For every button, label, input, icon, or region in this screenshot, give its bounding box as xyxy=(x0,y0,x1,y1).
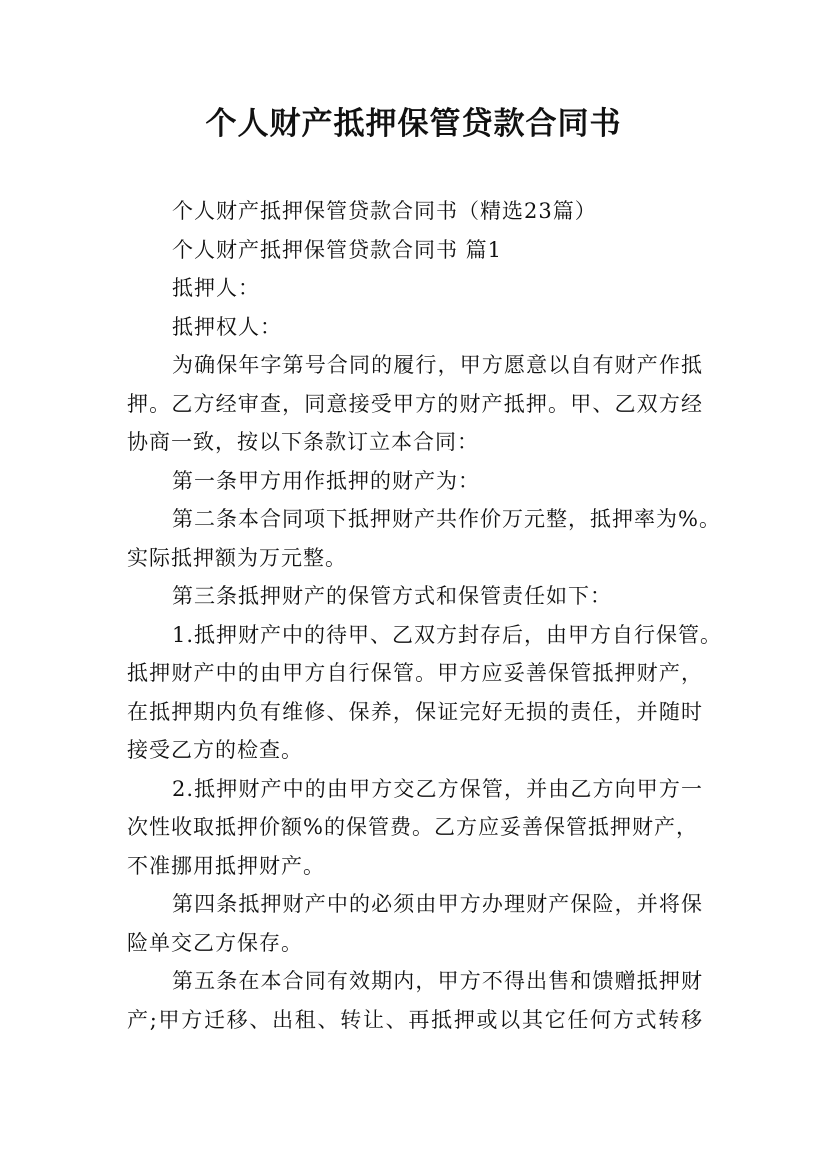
paragraph-line: 为确保年字第号合同的履行，甲方愿意以自有财产作抵 xyxy=(172,353,703,377)
paragraph-mortgagor xyxy=(127,269,703,308)
document-body xyxy=(127,192,723,1039)
paragraph-line: 2.抵押财产中的由甲方交乙方保管，并由乙方向甲方一 xyxy=(172,776,703,801)
paragraph-mortgagee xyxy=(127,308,703,347)
paragraph-line: 个人财产抵押保管贷款合同书（精选23篇） xyxy=(172,199,597,223)
paragraph-line: 险单交乙方保存。 xyxy=(127,930,303,955)
paragraph-section-heading xyxy=(127,231,703,270)
paragraph-line: 抵押权人： xyxy=(172,314,282,339)
paragraph-line: 不准挪用抵押财产。 xyxy=(127,853,325,878)
paragraph-article-5 xyxy=(127,962,703,1039)
paragraph-line: 1.抵押财产中的待甲、乙双方封存后，由甲方自行保管。 xyxy=(172,622,723,647)
paragraph-line: 产;甲方迁移、出租、转让、再抵押或以其它任何方式转移 xyxy=(127,1007,703,1032)
paragraph-line: 第二条本合同项下抵押财产共作价万元整，抵押率为%。 xyxy=(172,507,721,531)
paragraph-clause-2 xyxy=(127,770,703,886)
paragraph-line: 抵押人： xyxy=(172,276,260,300)
paragraph-line: 次性收取抵押价额%的保管费。乙方应妥善保管抵押财产， xyxy=(127,815,698,839)
paragraph-line: 接受乙方的检查。 xyxy=(127,738,303,762)
paragraph-clause-1 xyxy=(127,616,723,770)
paragraph-line: 个人财产抵押保管贷款合同书 篇1 xyxy=(172,237,503,262)
paragraph-article-1 xyxy=(127,462,703,501)
paragraph-preamble xyxy=(127,346,703,462)
paragraph-line: 第五条在本合同有效期内，甲方不得出售和馈赠抵押财 xyxy=(172,969,703,993)
paragraph-line: 协商一致，按以下条款订立本合同： xyxy=(127,430,479,454)
paragraph-subtitle xyxy=(127,192,703,231)
paragraph-article-4 xyxy=(127,885,703,962)
paragraph-line: 第三条抵押财产的保管方式和保管责任如下： xyxy=(172,584,612,608)
paragraph-line: 实际抵押额为万元整。 xyxy=(127,545,347,570)
paragraph-line: 第一条甲方用作抵押的财产为： xyxy=(172,468,480,493)
paragraph-line: 抵押财产中的由甲方自行保管。甲方应妥善保管抵押财产， xyxy=(127,661,703,685)
paragraph-line: 在抵押期内负有维修、保养，保证完好无损的责任，并随时 xyxy=(127,699,703,724)
paragraph-line: 第四条抵押财产中的必须由甲方办理财产保险，并将保 xyxy=(172,892,703,916)
paragraph-article-2 xyxy=(127,500,721,577)
paragraph-article-3 xyxy=(127,577,703,616)
paragraph-line: 押。乙方经审查，同意接受甲方的财产抵押。甲、乙双方经 xyxy=(127,391,703,416)
document-title: 个人财产抵押保管贷款合同书 xyxy=(205,106,622,142)
